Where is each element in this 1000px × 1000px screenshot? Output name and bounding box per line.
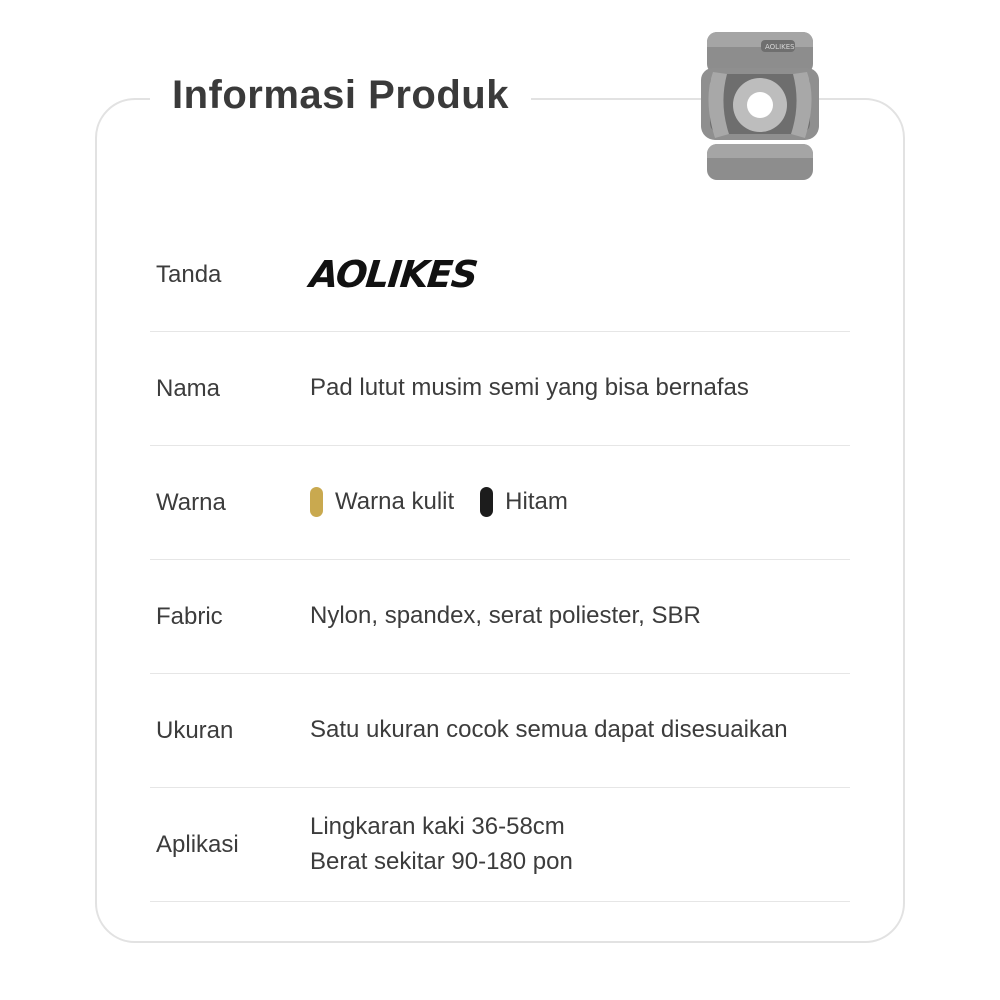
table-row bbox=[150, 218, 850, 332]
aplikasi-line-1: Lingkaran kaki 36-58cm bbox=[310, 812, 565, 840]
page-title-wrapper bbox=[150, 62, 531, 128]
aplikasi-line-2: Berat sekitar 90-180 pon bbox=[310, 847, 573, 875]
knee-pad-illustration-icon bbox=[695, 20, 825, 195]
row-value-ukuran: Satu ukuran cocok semua dapat disesuaikan bbox=[310, 716, 788, 744]
table-row bbox=[150, 332, 850, 446]
row-label-tanda: Tanda bbox=[156, 260, 222, 288]
color-option-black bbox=[480, 485, 568, 520]
color-option-skin bbox=[310, 485, 454, 520]
page-title: Informasi Produk bbox=[172, 73, 509, 117]
color-swatch-black bbox=[480, 487, 493, 517]
table-row bbox=[150, 560, 850, 674]
row-value-tanda bbox=[307, 248, 850, 302]
table-row bbox=[150, 446, 850, 560]
svg-text:AOLIKES: AOLIKES bbox=[765, 43, 795, 51]
color-label-black: Hitam bbox=[505, 488, 568, 516]
color-swatch-skin bbox=[310, 487, 323, 517]
row-label-warna: Warna bbox=[156, 488, 226, 516]
table-row bbox=[150, 788, 850, 902]
product-info-table bbox=[150, 218, 850, 902]
row-label-ukuran: Ukuran bbox=[156, 716, 234, 744]
row-label-aplikasi: Aplikasi bbox=[156, 830, 239, 858]
row-label-nama: Nama bbox=[156, 374, 221, 402]
row-label-fabric: Fabric bbox=[156, 602, 223, 630]
brand-logo: AOLIKES bbox=[307, 252, 479, 296]
row-value-nama: Pad lutut musim semi yang bisa bernafas bbox=[310, 374, 749, 402]
color-label-skin: Warna kulit bbox=[335, 488, 455, 516]
table-row bbox=[150, 674, 850, 788]
row-value-aplikasi bbox=[310, 810, 850, 880]
row-value-warna bbox=[310, 485, 850, 520]
row-value-fabric: Nylon, spandex, serat poliester, SBR bbox=[310, 602, 701, 630]
color-swatch-list bbox=[310, 485, 850, 520]
